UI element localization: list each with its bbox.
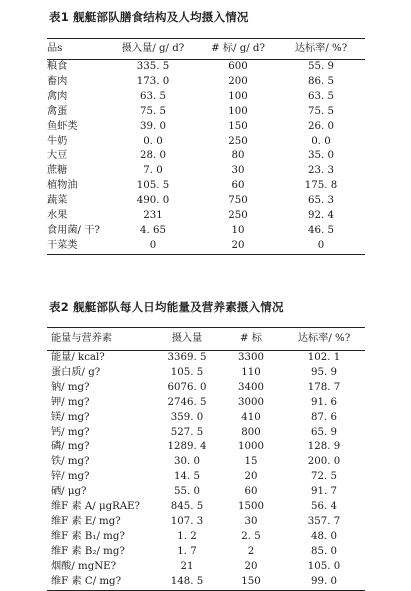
table-cell: 527. 5 <box>170 426 204 438</box>
table-cell: 91. 6 <box>311 396 337 408</box>
column-header: # 标 <box>219 328 283 351</box>
table-cell: 20 <box>199 239 277 254</box>
table-cell: 250 <box>228 210 248 222</box>
table-row <box>47 209 365 224</box>
table-cell: 60 <box>231 180 245 192</box>
table-cell: 30 <box>244 515 258 527</box>
table-cell: 10 <box>231 224 245 236</box>
table-cell: 维F 素 E/ mg? <box>51 515 121 527</box>
table-cell: 蔗糖 <box>47 165 68 177</box>
table-row <box>47 500 365 515</box>
table-cell: 畜肉 <box>47 75 68 87</box>
table-row <box>47 381 365 396</box>
table-cell: 蔬菜 <box>47 195 68 207</box>
table-cell: 4. 65 <box>140 224 166 236</box>
table-cell: 钠/ mg? <box>51 381 90 393</box>
table-cell: 30 <box>231 165 245 177</box>
table-cell: 105. 0 <box>307 560 341 572</box>
table-cell: 46. 5 <box>308 224 334 236</box>
table-cell: 3369. 5 <box>167 352 207 363</box>
table-cell: 7. 0 <box>143 165 163 177</box>
table-cell: 92. 4 <box>308 210 334 222</box>
table-row <box>47 224 365 239</box>
table-cell: 63. 5 <box>308 90 334 102</box>
table-cell: 20 <box>244 560 258 572</box>
table-cell: 能量/ kcal? <box>51 352 105 363</box>
table-cell: 1500 <box>238 501 264 513</box>
table-cell: 维F 素 C/ mg? <box>47 575 155 590</box>
table-cell: 105. 5 <box>170 366 204 378</box>
table2-caption: 表2 舰艇部队每人日均能量及营养素摄入情况 <box>49 300 284 314</box>
table-cell: 75. 5 <box>140 105 166 117</box>
table-cell: 禽肉 <box>47 90 68 102</box>
table-body <box>47 351 365 591</box>
table-row <box>47 194 365 209</box>
table-body <box>47 60 365 255</box>
table-row <box>47 545 365 560</box>
table-cell: 750 <box>228 195 248 207</box>
column-header: 达标率/ %? <box>283 328 365 351</box>
table-cell: 植物油 <box>47 180 78 192</box>
table-cell: 335. 5 <box>136 61 170 72</box>
table-cell: 148. 5 <box>155 575 219 590</box>
table-cell: 2 <box>247 545 255 557</box>
table-cell: 钾/ mg? <box>51 396 90 408</box>
table-row <box>47 560 365 575</box>
table-cell: 250 <box>228 135 248 147</box>
table-cell: 80 <box>231 150 245 162</box>
table-cell: 107. 3 <box>170 515 204 527</box>
table-row <box>47 164 365 179</box>
table-cell: 1000 <box>238 441 264 453</box>
table-row <box>47 530 365 545</box>
column-header: 达标率/ %? <box>277 39 365 60</box>
table-row <box>47 120 365 135</box>
table-cell: 95. 9 <box>311 366 337 378</box>
table-cell: 231 <box>143 210 163 222</box>
table-cell: 99. 0 <box>283 575 365 590</box>
table-row <box>47 60 365 75</box>
table-cell: 0. 0 <box>143 135 163 147</box>
table-row <box>47 179 365 194</box>
table-cell: 21 <box>180 560 194 572</box>
table-cell: 150 <box>219 575 283 590</box>
table-cell: 105. 5 <box>136 180 170 192</box>
table-cell: 1289. 4 <box>167 441 207 453</box>
table-header-row <box>47 39 365 60</box>
table-cell: 75. 5 <box>308 105 334 117</box>
table-cell: 102. 1 <box>307 352 341 363</box>
table-cell: 3000 <box>238 396 264 408</box>
table-row <box>47 90 365 105</box>
table-cell: 粮食 <box>47 61 68 72</box>
table-cell: 35. 0 <box>308 150 334 162</box>
table-cell: 14. 5 <box>174 471 200 483</box>
table-cell: 845. 5 <box>170 501 204 513</box>
table-cell: 铁/ mg? <box>51 456 90 468</box>
table-cell: 72. 5 <box>311 471 337 483</box>
table-cell: 蛋白质/ g? <box>51 366 101 378</box>
table-cell: 410 <box>241 411 261 423</box>
table-row <box>47 411 365 426</box>
table-cell: 63. 5 <box>140 90 166 102</box>
table-cell: 128. 9 <box>307 441 341 453</box>
table-cell: 维F 素 B₂/ mg? <box>51 545 125 557</box>
table-cell: 锌/ mg? <box>51 471 90 483</box>
table-cell: 87. 6 <box>311 411 337 423</box>
table-cell: 86. 5 <box>308 75 334 87</box>
table-cell: 65. 9 <box>311 426 337 438</box>
table-cell: 490. 0 <box>136 195 170 207</box>
table-row <box>47 440 365 455</box>
table-cell: 173. 0 <box>136 75 170 87</box>
table-cell: 0. 0 <box>311 135 331 147</box>
table-cell: 100 <box>228 105 248 117</box>
table-cell: 镁/ mg? <box>51 411 90 423</box>
table-header-row <box>47 328 365 351</box>
table-row <box>47 366 365 381</box>
table-cell: 1. 2 <box>177 530 197 542</box>
table-cell: 100 <box>228 90 248 102</box>
table-cell: 水果 <box>47 210 68 222</box>
table-cell: 禽蛋 <box>47 105 68 117</box>
table-cell: 200. 0 <box>307 456 341 468</box>
nutrient-intake-table <box>47 327 365 591</box>
table-cell: 600 <box>228 61 248 72</box>
table-cell: 55. 0 <box>174 486 200 498</box>
table-cell: 150 <box>228 120 248 132</box>
table-cell: 食用菌/ 干? <box>47 224 100 236</box>
table-row <box>47 149 365 164</box>
table-row <box>47 455 365 470</box>
table-cell: 55. 9 <box>308 61 334 72</box>
table-cell: 26. 0 <box>308 120 334 132</box>
table-cell: 3300 <box>238 352 264 363</box>
table-cell: 2. 5 <box>241 530 261 542</box>
table-cell: 钙/ mg? <box>51 426 90 438</box>
table-cell: 2746. 5 <box>167 396 207 408</box>
table-row <box>47 75 365 90</box>
table-cell: 维F 素 A/ μgRAE? <box>51 501 141 513</box>
table-cell: 鱼虾类 <box>47 120 78 132</box>
table-cell: 175. 8 <box>304 180 338 192</box>
table-cell: 800 <box>241 426 261 438</box>
table-cell: 烟酸/ mgNE? <box>51 560 117 572</box>
table-cell: 干菜类 <box>47 239 107 254</box>
table-cell: 48. 0 <box>311 530 337 542</box>
table-cell: 359. 0 <box>170 411 204 423</box>
table-cell: 110 <box>241 366 261 378</box>
table-cell: 大豆 <box>47 150 68 162</box>
table-cell: 1. 7 <box>177 545 197 557</box>
table-cell: 23. 3 <box>308 165 334 177</box>
table-cell: 20 <box>244 471 258 483</box>
column-header: 能量与营养素 <box>47 328 155 351</box>
table-row <box>47 135 365 150</box>
table-cell: 200 <box>228 75 248 87</box>
table-cell: 硒/ μg? <box>51 486 87 498</box>
table-cell: 0 <box>277 239 365 254</box>
table-row <box>47 396 365 411</box>
table-cell: 39. 0 <box>140 120 166 132</box>
table-cell: 91. 7 <box>311 486 337 498</box>
table-row <box>47 239 365 254</box>
table-cell: 维F 素 B₁/ mg? <box>51 530 125 542</box>
table-cell: 0 <box>107 239 199 254</box>
table-cell: 30. 0 <box>174 456 200 468</box>
table-cell: 15 <box>244 456 258 468</box>
table-cell: 65. 3 <box>308 195 334 207</box>
table-cell: 178. 7 <box>307 381 341 393</box>
table-cell: 6076. 0 <box>167 381 207 393</box>
column-header: # 标/ g/ d? <box>199 39 277 60</box>
table-cell: 56. 4 <box>311 501 337 513</box>
column-header: 摄入量/ g/ d? <box>107 39 199 60</box>
table-row <box>47 470 365 485</box>
column-header: 摄入量 <box>155 328 219 351</box>
table-cell: 28. 0 <box>140 150 166 162</box>
table-cell: 3400 <box>238 381 264 393</box>
table-row <box>47 515 365 530</box>
diet-structure-table <box>47 38 365 255</box>
table1-caption: 表1 舰艇部队膳食结构及人均摄入情况 <box>49 10 249 24</box>
table-cell: 85. 0 <box>311 545 337 557</box>
table-cell: 牛奶 <box>47 135 68 147</box>
table-row <box>47 485 365 500</box>
column-header: 品s <box>47 39 107 60</box>
table-cell: 60 <box>244 486 258 498</box>
table-row <box>47 105 365 120</box>
table-cell: 357. 7 <box>307 515 341 527</box>
table-cell: 磷/ mg? <box>51 441 90 453</box>
table-row <box>47 351 365 366</box>
table-row <box>47 426 365 441</box>
